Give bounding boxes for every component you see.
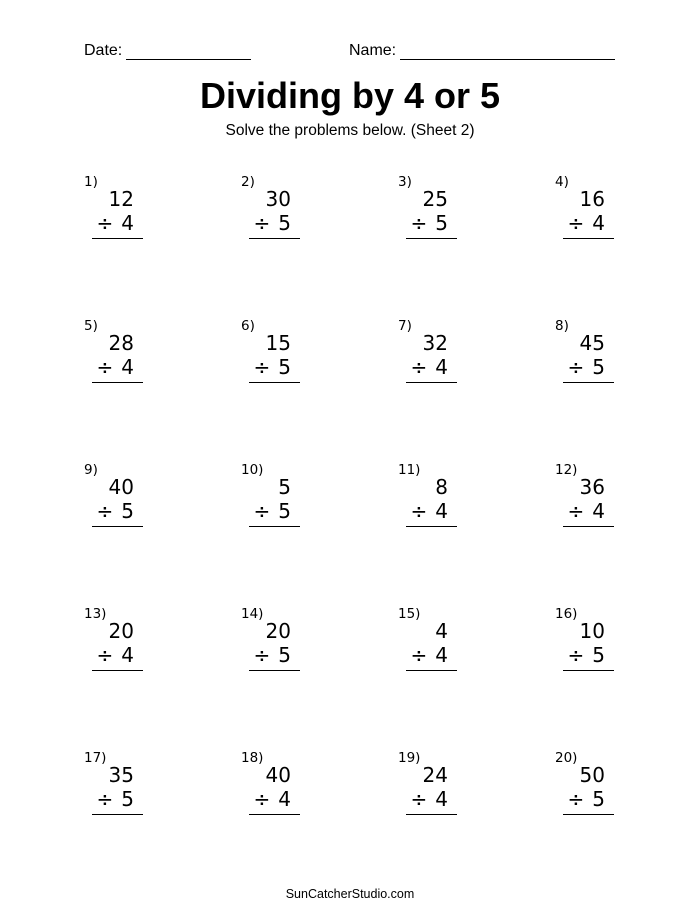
divisor-row [411, 355, 449, 379]
divisor-row [568, 499, 606, 523]
problem-2 [241, 174, 301, 244]
dividend: 10 [579, 619, 605, 643]
problem-15 [398, 606, 458, 676]
problem-number: 8) [555, 318, 569, 334]
divisor: 5 [278, 211, 291, 235]
date-label: Date: [84, 42, 123, 59]
division-sign-icon: ÷ [253, 787, 271, 811]
answer-line[interactable] [406, 526, 457, 527]
answer-line[interactable] [92, 526, 143, 527]
dividend: 5 [278, 475, 291, 499]
dividend: 32 [422, 331, 448, 355]
dividend: 28 [108, 331, 134, 355]
divisor: 4 [278, 787, 291, 811]
dividend: 45 [579, 331, 605, 355]
divisor-row [97, 499, 135, 523]
problem-18 [241, 750, 301, 820]
divisor: 4 [435, 787, 448, 811]
division-sign-icon: ÷ [96, 355, 114, 379]
problem-20 [555, 750, 615, 820]
divisor: 5 [592, 787, 605, 811]
division-sign-icon: ÷ [410, 787, 428, 811]
problem-number: 7) [398, 318, 412, 334]
answer-line[interactable] [563, 814, 614, 815]
problem-number: 15) [398, 606, 421, 622]
problem-number: 5) [84, 318, 98, 334]
problem-number: 18) [241, 750, 264, 766]
worksheet-subtitle: Solve the problems below. (Sheet 2) [225, 122, 475, 139]
problem-9 [84, 462, 144, 532]
divisor: 4 [121, 211, 134, 235]
problem-number: 14) [241, 606, 264, 622]
divisor: 5 [592, 355, 605, 379]
answer-line[interactable] [92, 238, 143, 239]
answer-line[interactable] [563, 382, 614, 383]
problem-14 [241, 606, 301, 676]
dividend: 35 [108, 763, 134, 787]
problem-16 [555, 606, 615, 676]
division-sign-icon: ÷ [410, 355, 428, 379]
problem-6 [241, 318, 301, 388]
answer-line[interactable] [563, 238, 614, 239]
problem-3 [398, 174, 458, 244]
problem-11 [398, 462, 458, 532]
answer-line[interactable] [249, 238, 300, 239]
answer-line[interactable] [92, 670, 143, 671]
problem-number: 20) [555, 750, 578, 766]
answer-line[interactable] [563, 526, 614, 527]
divisor: 5 [278, 643, 291, 667]
division-sign-icon: ÷ [567, 643, 585, 667]
division-sign-icon: ÷ [567, 355, 585, 379]
divisor-row [97, 787, 135, 811]
divisor-row [97, 355, 135, 379]
problem-5 [84, 318, 144, 388]
divisor-row [97, 211, 135, 235]
dividend: 40 [108, 475, 134, 499]
divisor: 5 [121, 499, 134, 523]
dividend: 12 [108, 187, 134, 211]
division-sign-icon: ÷ [567, 211, 585, 235]
division-sign-icon: ÷ [253, 211, 271, 235]
division-sign-icon: ÷ [96, 499, 114, 523]
problem-number: 1) [84, 174, 98, 190]
division-sign-icon: ÷ [410, 643, 428, 667]
dividend: 20 [265, 619, 291, 643]
problem-number: 9) [84, 462, 98, 478]
dividend: 50 [579, 763, 605, 787]
problem-8 [555, 318, 615, 388]
divisor: 4 [592, 499, 605, 523]
problem-13 [84, 606, 144, 676]
problem-number: 11) [398, 462, 421, 478]
division-sign-icon: ÷ [410, 499, 428, 523]
divisor-row [254, 355, 292, 379]
divisor-row [411, 211, 449, 235]
problem-number: 4) [555, 174, 569, 190]
answer-line[interactable] [249, 382, 300, 383]
divisor-row [254, 499, 292, 523]
divisor: 4 [435, 643, 448, 667]
divisor: 5 [435, 211, 448, 235]
division-sign-icon: ÷ [96, 643, 114, 667]
division-sign-icon: ÷ [253, 643, 271, 667]
name-line[interactable] [400, 45, 615, 60]
problem-number: 17) [84, 750, 107, 766]
dividend: 36 [579, 475, 605, 499]
problem-number: 3) [398, 174, 412, 190]
name-field[interactable] [349, 42, 615, 60]
dividend: 24 [422, 763, 448, 787]
answer-line[interactable] [563, 670, 614, 671]
divisor: 4 [435, 355, 448, 379]
problem-number: 10) [241, 462, 264, 478]
answer-line[interactable] [92, 382, 143, 383]
answer-line[interactable] [406, 238, 457, 239]
divisor-row [254, 643, 292, 667]
division-sign-icon: ÷ [96, 211, 114, 235]
problem-10 [241, 462, 301, 532]
answer-line[interactable] [406, 382, 457, 383]
divisor-row [97, 643, 135, 667]
answer-line[interactable] [249, 670, 300, 671]
dividend: 30 [265, 187, 291, 211]
problem-number: 12) [555, 462, 578, 478]
divisor: 4 [435, 499, 448, 523]
problem-number: 13) [84, 606, 107, 622]
problem-number: 2) [241, 174, 255, 190]
divisor-row [568, 211, 606, 235]
division-sign-icon: ÷ [567, 787, 585, 811]
date-line[interactable] [126, 45, 251, 60]
dividend: 20 [108, 619, 134, 643]
division-sign-icon: ÷ [410, 211, 428, 235]
problem-19 [398, 750, 458, 820]
divisor: 5 [278, 499, 291, 523]
divisor: 4 [121, 643, 134, 667]
divisor-row [411, 499, 449, 523]
name-label: Name: [349, 42, 397, 59]
divisor-row [254, 787, 292, 811]
divisor: 4 [592, 211, 605, 235]
divisor-row [568, 355, 606, 379]
answer-line[interactable] [249, 814, 300, 815]
answer-line[interactable] [249, 526, 300, 527]
divisor: 5 [592, 643, 605, 667]
dividend: 15 [265, 331, 291, 355]
division-sign-icon: ÷ [567, 499, 585, 523]
dividend: 16 [579, 187, 605, 211]
problem-1 [84, 174, 144, 244]
problem-17 [84, 750, 144, 820]
divisor-row [411, 787, 449, 811]
divisor-row [254, 211, 292, 235]
divisor-row [568, 787, 606, 811]
divisor: 5 [121, 787, 134, 811]
divisor: 5 [278, 355, 291, 379]
divisor-row [411, 643, 449, 667]
division-sign-icon: ÷ [96, 787, 114, 811]
answer-line[interactable] [406, 814, 457, 815]
problem-number: 19) [398, 750, 421, 766]
division-sign-icon: ÷ [253, 355, 271, 379]
problem-12 [555, 462, 615, 532]
problem-number: 6) [241, 318, 255, 334]
dividend: 25 [422, 187, 448, 211]
divisor-row [568, 643, 606, 667]
problem-4 [555, 174, 615, 244]
footer-credit: SunCatcherStudio.com [285, 887, 415, 901]
date-field[interactable] [84, 42, 251, 60]
answer-line[interactable] [406, 670, 457, 671]
division-sign-icon: ÷ [253, 499, 271, 523]
problem-7 [398, 318, 458, 388]
dividend: 4 [435, 619, 448, 643]
dividend: 8 [435, 475, 448, 499]
divisor: 4 [121, 355, 134, 379]
dividend: 40 [265, 763, 291, 787]
problem-number: 16) [555, 606, 578, 622]
answer-line[interactable] [92, 814, 143, 815]
worksheet-title: Dividing by 4 or 5 [199, 75, 501, 116]
